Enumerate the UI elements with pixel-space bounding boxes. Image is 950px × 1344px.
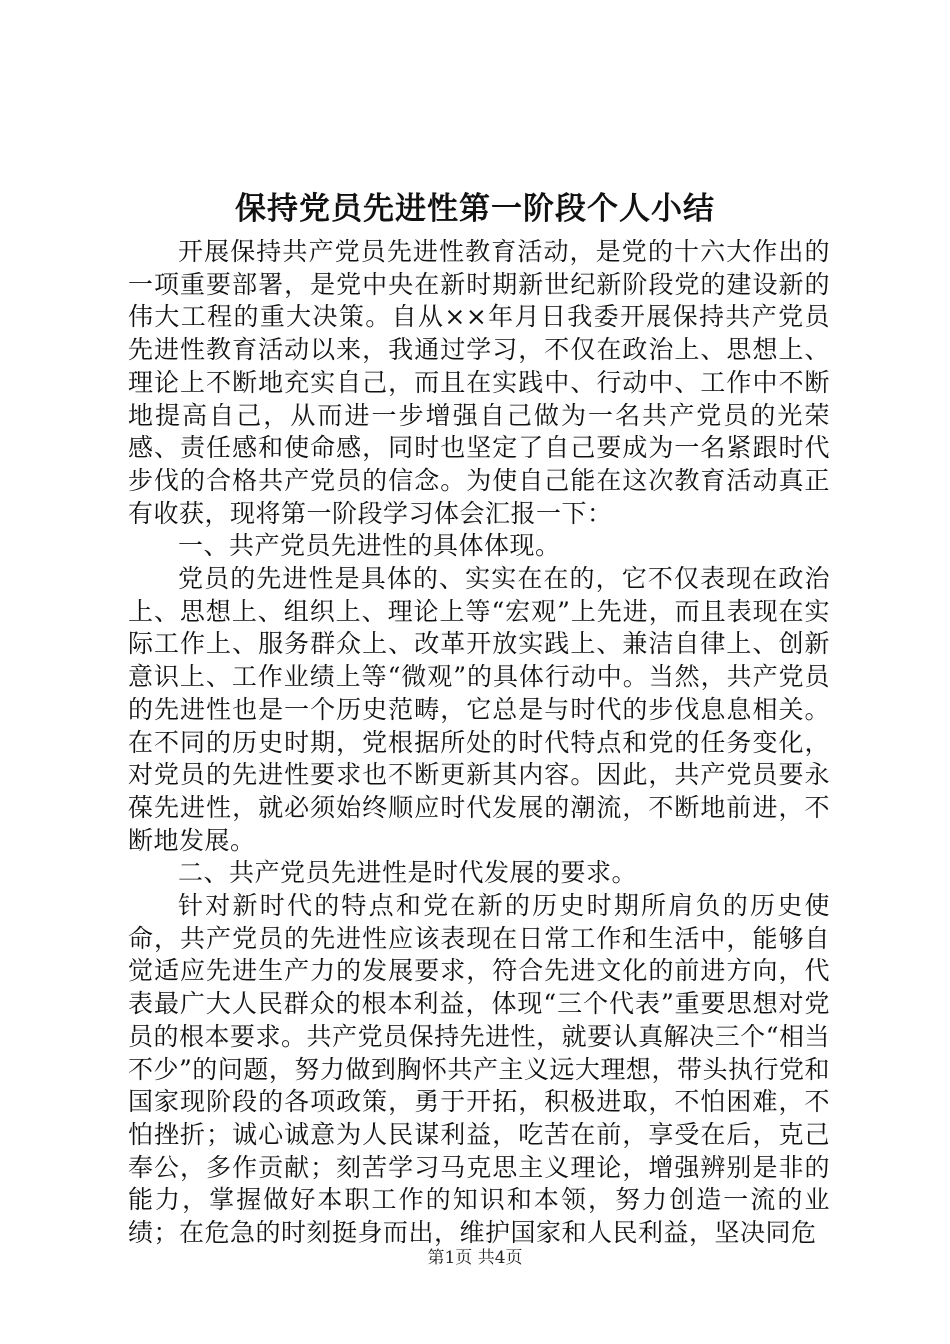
section-heading-1: 一、共产党员先进性的具体体现。 bbox=[178, 531, 561, 561]
paragraph-section-2: 针对新时代的特点和党在新的历史时期所肩负的历史使命，共产党员的先进性应该表现在日常工作和生活中，能够自觉适应先进生产力的发展要求，符合先进文化的前进方向，代表最广大人民群众的根本利益，体现“三个代表”重要思想对党员的根本要求。共产党员保持先进性，就要认真解决三个“相当不少”的问题，努力做到胸怀共产主义远大理想，带头执行党和国家现阶段的各项政策，勇于开拓，积极进取，不怕困难，不怕挫折；诚心诚意为人民谋利益，吃苦在前，享受在后，克己奉公，多作贡献；刻苦学习马克思主义理论，增强辨别是非的能力，掌握做好本职工作的知识和本领，努力创造一流的业绩；在危急的时刻挺身而出，维护国家和人民利益，坚决同危 bbox=[128, 891, 830, 1248]
page-number-footer: 第1页 共4页 bbox=[427, 1248, 523, 1268]
paragraph-section-1: 党员的先进性是具体的、实实在在的，它不仅表现在政治上、思想上、组织上、理论上等“宏观”上先进，而且表现在实际工作上、服务群众上、改革开放实践上、兼洁自律上、创新意识上、工作业绩上等“微观”的具体行动中。当然，共产党员的先进性也是一个历史范畴，它总是与时代的步伐息息相关。在不同的历史时期，党根据所处的时代特点和党的任务变化，对党员的先进性要求也不断更新其内容。因此，共产党员要永葆先进性，就必须始终顺应时代发展的潮流，不断地前进，不断地发展。 bbox=[128, 564, 830, 855]
section-heading-2: 二、共产党员先进性是时代发展的要求。 bbox=[178, 858, 638, 888]
document-body bbox=[128, 236, 830, 1250]
paragraph-intro: 开展保持共产党员先进性教育活动，是党的十六大作出的一项重要部署，是党中央在新时期新世纪新阶段党的建设新的伟大工程的重大决策。自从××年月日我委开展保持共产党员先进性教育活动以来，我通过学习，不仅在政治上、思想上、理论上不断地充实自己，而且在实践中、行动中、工作中不断地提高自己，从而进一步增强自己做为一名共产党员的光荣感、责任感和使命感，同时也坚定了自己要成为一名紧跟时代步伐的合格共产党员的信念。为使自己能在这次教育活动真正有收获，现将第一阶段学习体会汇报一下： bbox=[128, 237, 830, 528]
document-title: 保持党员先进性第一阶段个人小结 bbox=[235, 191, 715, 227]
